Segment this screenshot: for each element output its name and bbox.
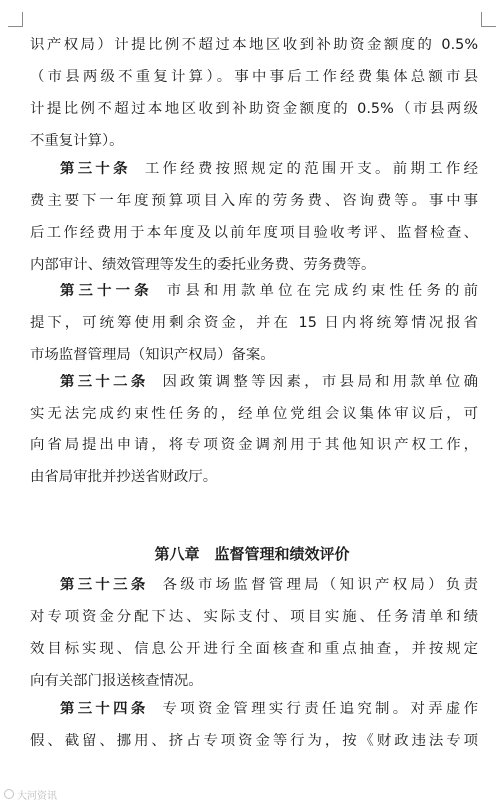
- article-number: 第三十四条: [60, 701, 149, 717]
- text-line: 费主要下一年度预算项目入库的劳务费、咨询费等。事中事: [30, 193, 478, 209]
- article-first-line: [60, 161, 478, 178]
- text-line: 工作经费按照规定的范围开支。前期工作经: [144, 161, 478, 177]
- text-line: 向省局提出申请，将专项资金调剂用于其他知识产权工作，: [30, 437, 478, 453]
- crop-mark-top-right: [481, 12, 496, 27]
- article-number: 第三十二条: [60, 374, 149, 390]
- text-line: 市县和用款单位在完成约束性任务的前: [166, 283, 478, 299]
- text-line: 因政策调整等因素，市县局和用款单位确: [162, 374, 478, 390]
- crop-mark-top-left: [8, 12, 23, 27]
- text-line: 内部审计、绩效管理等发生的委托业务费、劳务费等。: [30, 257, 376, 273]
- text-line: 市场监督管理局（知识产权局）备案。: [30, 347, 275, 363]
- article-number: 第三十条: [60, 161, 131, 177]
- text-line: 假、截留、挪用、挤占专项资金等行为，按《财政违法专项: [30, 733, 478, 749]
- text-line: 提下，可统筹使用剩余资金，并在 15 日内将统筹情况报省: [30, 315, 478, 331]
- text-line: 专项资金管理实行责任追究制。对弄虚作: [162, 701, 478, 717]
- article-first-line: [60, 374, 478, 391]
- text-line: 效目标实现、信息公开进行全面核查和重点抽查，并按规定: [30, 641, 478, 657]
- text-line: 识产权局）计提比例不超过本地区收到补助资金额度的 0.5%: [30, 37, 478, 53]
- watermark-text: 大河资讯: [17, 790, 57, 802]
- text-line: 计提比例不超过本地区收到补助资金额度的 0.5%（市县两级: [30, 101, 478, 117]
- text-line: 各级市场监督管理局（知识产权局）负责: [162, 577, 478, 593]
- watermark: [4, 786, 57, 802]
- chapter-heading: 第八章 监督管理和绩效评价: [154, 545, 350, 563]
- article-number: 第三十一条: [60, 283, 153, 299]
- article-first-line: [60, 283, 478, 300]
- text-line: 向有关部门报送核查情况。: [30, 673, 203, 689]
- text-line: 实无法完成约束性任务的，经单位党组会议集体审议后，可: [30, 406, 478, 422]
- text-line: 后工作经费用于本年度及以前年度项目验收考评、监督检查、: [30, 225, 478, 241]
- article-number: 第三十三条: [60, 577, 149, 593]
- text-line: 不重复计算）。: [30, 133, 124, 149]
- text-line: 由省局审批并抄送省财政厅。: [30, 469, 218, 485]
- article-first-line: [60, 701, 478, 718]
- text-line: （市县两级不重复计算）。事中事后工作经费集体总额市县: [30, 69, 478, 85]
- article-first-line: [60, 577, 478, 594]
- text-line: 对专项资金分配下达、实际支付、项目实施、任务清单和绩: [30, 609, 478, 625]
- watermark-logo-icon: [4, 789, 14, 799]
